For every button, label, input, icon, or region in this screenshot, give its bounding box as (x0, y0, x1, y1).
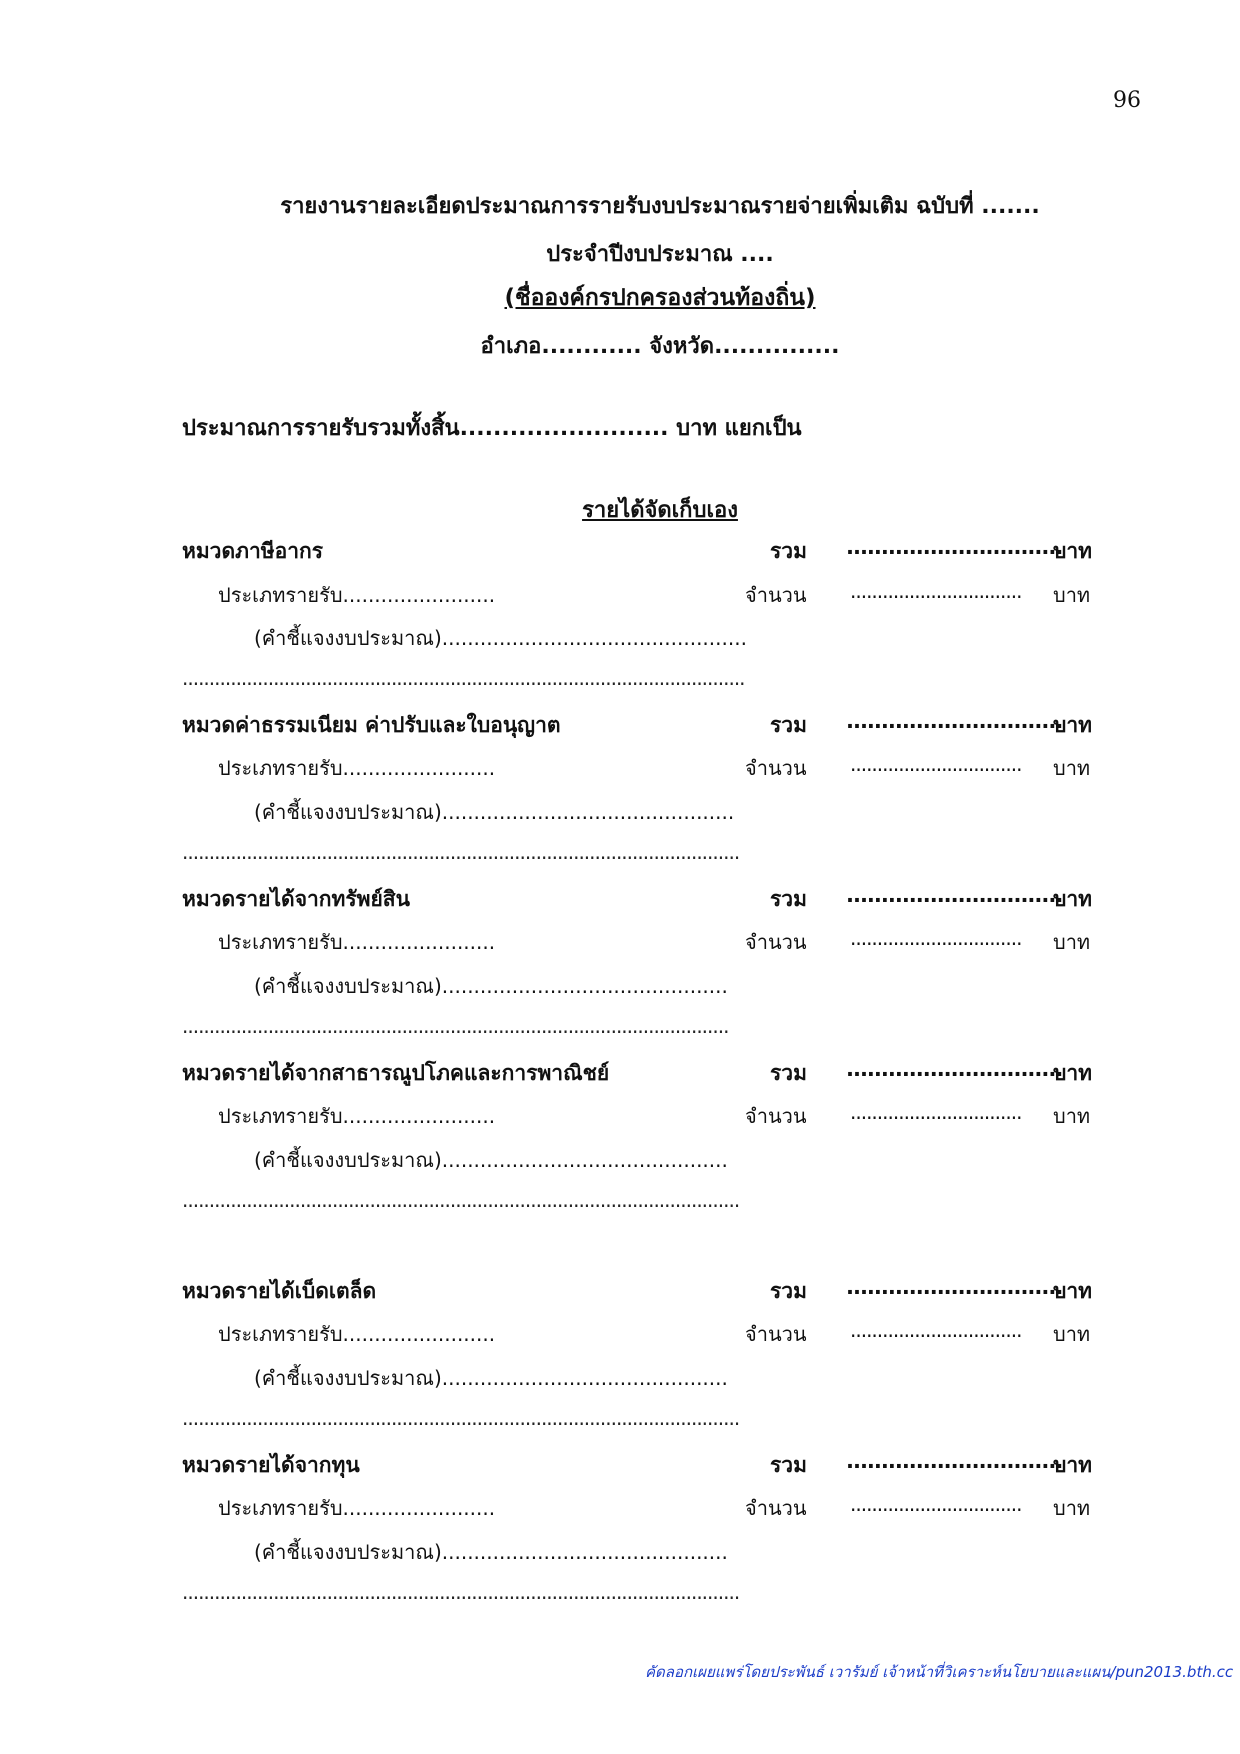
amount-label: จำนวน (745, 583, 807, 607)
category-label: หมวดรายได้จากสาธารณูปโภคและการพาณิชย์ (182, 1061, 610, 1085)
sum-dots: ............................... (846, 1275, 1063, 1299)
type-unit-label: บาท (1053, 930, 1091, 954)
sum-dots: ............................... (846, 1449, 1063, 1473)
category-label: หมวดรายได้จากทรัพย์สิน (182, 887, 410, 911)
category-label: หมวดภาษีอากร (182, 539, 323, 563)
category-label: หมวดค่าธรรมเนียม ค่าปรับและใบอนุญาต (182, 713, 561, 737)
unit-label: บาท (1053, 1279, 1092, 1303)
dots-line: ........................................................................................................ (182, 1406, 740, 1430)
dots-line: ........................................................................................................ (182, 840, 740, 864)
amount-dots: ................................ (850, 1318, 1022, 1342)
revenue-type-label: ประเภทรายรับ........................ (218, 1104, 496, 1128)
amount-label: จำนวน (745, 930, 807, 954)
amount-dots: ................................ (850, 926, 1022, 950)
sum-label: รวม (770, 539, 807, 563)
sum-dots: ............................... (846, 883, 1063, 907)
budget-note: (คำชี้แจงงบประมาณ)............................................. (254, 1366, 728, 1390)
amount-dots: ................................ (850, 1492, 1022, 1516)
revenue-type-label: ประเภทรายรับ........................ (218, 583, 496, 607)
sum-label: รวม (770, 887, 807, 911)
unit-label: บาท (1053, 1061, 1092, 1085)
sum-label: รวม (770, 1061, 807, 1085)
revenue-type-label: ประเภทรายรับ........................ (218, 930, 496, 954)
amount-label: จำนวน (745, 1322, 807, 1346)
org-name: (ชื่อองค์กรปกครองส่วนท้องถิ่น) (504, 285, 816, 311)
sum-label: รวม (770, 1453, 807, 1477)
dots-line: ...................................................................................................... (182, 1014, 729, 1038)
unit-label: บาท (1053, 713, 1092, 737)
page-number: 96 (1113, 88, 1141, 113)
budget-note: (คำชี้แจงงบประมาณ)............................................. (254, 1148, 728, 1172)
amount-label: จำนวน (745, 1496, 807, 1520)
category-label: หมวดรายได้จากทุน (182, 1453, 360, 1477)
category-label: หมวดรายได้เบ็ดเตล็ด (182, 1279, 377, 1303)
amount-dots: ................................ (850, 1100, 1022, 1124)
amount-label: จำนวน (745, 1104, 807, 1128)
amount-dots: ................................ (850, 579, 1022, 603)
revenue-type-label: ประเภทรายรับ........................ (218, 1496, 496, 1520)
fiscal-year-line: ประจำปีงบประมาณ .... (546, 242, 774, 267)
section-title: รายได้จัดเก็บเอง (582, 498, 738, 523)
org-name-wrapper (0, 280, 1240, 316)
footer-credit: คัดลอกเผยแพร่โดยประพันธ์ เวารัมย์ เจ้าหน้าที่วิเคราะห์นโยบายและแผน/pun2013.bth.cc (645, 1663, 1234, 1681)
type-unit-label: บาท (1053, 1322, 1091, 1346)
location-line: อำเภอ............ จังหวัด............... (480, 334, 840, 359)
amount-dots: ................................ (850, 752, 1022, 776)
dots-line: ......................................................................................................... (182, 666, 745, 690)
sum-label: รวม (770, 713, 807, 737)
type-unit-label: บาท (1053, 1104, 1091, 1128)
amount-label: จำนวน (745, 756, 807, 780)
type-unit-label: บาท (1053, 583, 1091, 607)
sum-dots: ............................... (846, 709, 1063, 733)
revenue-type-label: ประเภทรายรับ........................ (218, 1322, 496, 1346)
type-unit-label: บาท (1053, 1496, 1091, 1520)
total-revenue-line: ประมาณการรายรับรวมทั้งสิ้น......................... บาท แยกเป็น (182, 416, 802, 441)
dots-line: ........................................................................................................ (182, 1580, 740, 1604)
budget-note: (คำชี้แจงงบประมาณ)............................................. (254, 974, 728, 998)
unit-label: บาท (1053, 1453, 1092, 1477)
type-unit-label: บาท (1053, 756, 1091, 780)
sum-label: รวม (770, 1279, 807, 1303)
sum-dots: ............................... (846, 535, 1063, 559)
report-title: รายงานรายละเอียดประมาณการรายรับงบประมาณรายจ่ายเพิ่มเติม ฉบับที่ ....... (280, 194, 1040, 219)
dots-line: ........................................................................................................ (182, 1188, 740, 1212)
revenue-type-label: ประเภทรายรับ........................ (218, 756, 496, 780)
budget-note: (คำชี้แจงงบประมาณ).............................................. (254, 800, 735, 824)
sum-dots: ............................... (846, 1057, 1063, 1081)
budget-note: (คำชี้แจงงบประมาณ)............................................. (254, 1540, 728, 1564)
budget-note: (คำชี้แจงงบประมาณ)................................................ (254, 626, 747, 650)
unit-label: บาท (1053, 887, 1092, 911)
unit-label: บาท (1053, 539, 1092, 563)
